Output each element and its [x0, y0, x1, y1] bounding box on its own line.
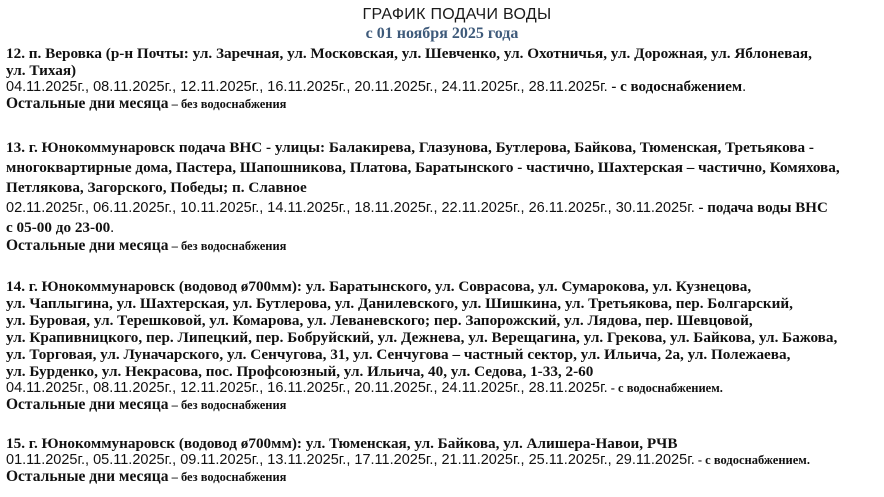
supply-hours [6, 218, 884, 238]
document-title: ГРАФИК ПОДАЧИ ВОДЫ [362, 6, 552, 23]
remaining-days-note [6, 397, 884, 413]
supply-status: - с водоснабжением [607, 79, 743, 95]
remaining-days-label: Остальные дни месяца [6, 237, 169, 254]
spacer [6, 112, 884, 138]
remaining-days-value: – без водоснабжения [168, 470, 287, 484]
section-heading-line: ул. Буровая, ул. Терешковой, ул. Комарова, ул. Леваневского; пер. Запорожский, ул. Лядова, пер. Шевцовой, [6, 312, 753, 329]
remaining-days-value: – без водоснабжения [168, 97, 287, 111]
section-heading-line: ул. Бурденко, ул. Некрасова, пос. Профсоюзный, ул. Ильича, 40, ул. Седова, 1-33, 2-60 [6, 363, 594, 380]
dates-text: 04.11.2025г., 08.11.2025г., 12.11.2025г., 16.11.2025г., 20.11.2025г., 24.11.2025г., 28.11.2025г. [6, 380, 608, 396]
remaining-days-label: Остальные дни месяца [6, 468, 169, 485]
section-heading-line: ул. Крапивницкого, пер. Липецкий, пер. Бобруйский, ул. Дежнева, ул. Верещагина, ул. Грекова, ул. Байкова, ул. Бажова, [6, 329, 838, 346]
section-heading-line: 12. п. Веровка (р-н Почты: ул. Заречная, ул. Московская, ул. Шевченко, ул. Охотничья, ул. Дорожная, ул. Яблоневая, [6, 45, 812, 62]
section-heading-line: многоквартирные дома, Пастера, Шапошникова, Платова, Баратынского - частично, Шахтерская – частично, Комяхова, [6, 159, 840, 176]
spacer [6, 254, 884, 278]
supply-hours-text: с 05-00 до 23-00 [6, 219, 111, 236]
dates-text: 02.11.2025г., 06.11.2025г., 10.11.2025г., 14.11.2025г., 18.11.2025г., 22.11.2025г., 26.11.2025г., 30.11.2025г. [6, 200, 695, 216]
section-heading-line: Петлякова, Загорского, Победы; п. Славное [6, 179, 307, 196]
remaining-days-note [6, 96, 884, 112]
supply-dates [6, 79, 884, 96]
dates-text: 01.11.2025г., 05.11.2025г., 09.11.2025г., 13.11.2025г., 17.11.2025г., 21.11.2025г., 25.11.2025г., 29.11.2025г. [6, 452, 695, 468]
schedule-section-14 [6, 278, 884, 413]
document-subtitle: с 01 ноября 2025 года [365, 25, 519, 42]
section-heading-line: ул. Торговая, ул. Луначарского, ул. Сенчугова, 31, ул. Сенчугова – частный сектор, ул. Ильича, 2а, ул. Полежаева, [6, 346, 791, 363]
remaining-days-value: – без водоснабжения [168, 239, 287, 253]
section-heading-line: 15. г. Юнокоммунаровск (водовод ø700мм): ул. Тюменская, ул. Байкова, ул. Алишера-Навои, РЧВ [6, 435, 678, 452]
supply-dates [6, 452, 884, 469]
dates-text: 04.11.2025г., 08.11.2025г., 12.11.2025г., 16.11.2025г., 20.11.2025г., 24.11.2025г., 28.11.2025г. [6, 79, 608, 95]
section-heading-line: ул. Тихая) [6, 62, 77, 79]
schedule-section-12 [6, 45, 884, 112]
schedule-section-13 [6, 138, 884, 254]
supply-dates [6, 380, 884, 397]
supply-dates [6, 198, 884, 218]
remaining-days-note [6, 469, 884, 485]
supply-status: - с водоснабжением. [694, 453, 810, 467]
schedule-section-15 [6, 435, 884, 485]
section-heading-line: 14. г. Юнокоммунаровск (водовод ø700мм): ул. Баратынского, ул. Соврасова, ул. Сумарокова, ул. Кузнецова, [6, 278, 752, 295]
section-heading-line: 13. г. Юнокоммунаровск подача ВНС - улицы: Балакирева, Глазунова, Бутлерова, Байкова, Тюменская, Третьякова - [6, 139, 814, 156]
remaining-days-label: Остальные дни месяца [6, 95, 169, 112]
remaining-days-value: – без водоснабжения [168, 398, 287, 412]
status-suffix: . [110, 219, 115, 236]
status-suffix: . [742, 79, 747, 95]
supply-status: - с водоснабжением. [607, 381, 723, 395]
schedule-document [6, 45, 884, 485]
section-heading-line: ул. Чаплыгина, ул. Шахтерская, ул. Бутлерова, ул. Данилевского, ул. Шишкина, ул. Третьякова, пер. Болгарский, [6, 295, 793, 312]
remaining-days-note [6, 238, 884, 254]
remaining-days-label: Остальные дни месяца [6, 396, 169, 413]
supply-status: - подача воды ВНС [694, 200, 828, 216]
spacer [6, 413, 884, 435]
